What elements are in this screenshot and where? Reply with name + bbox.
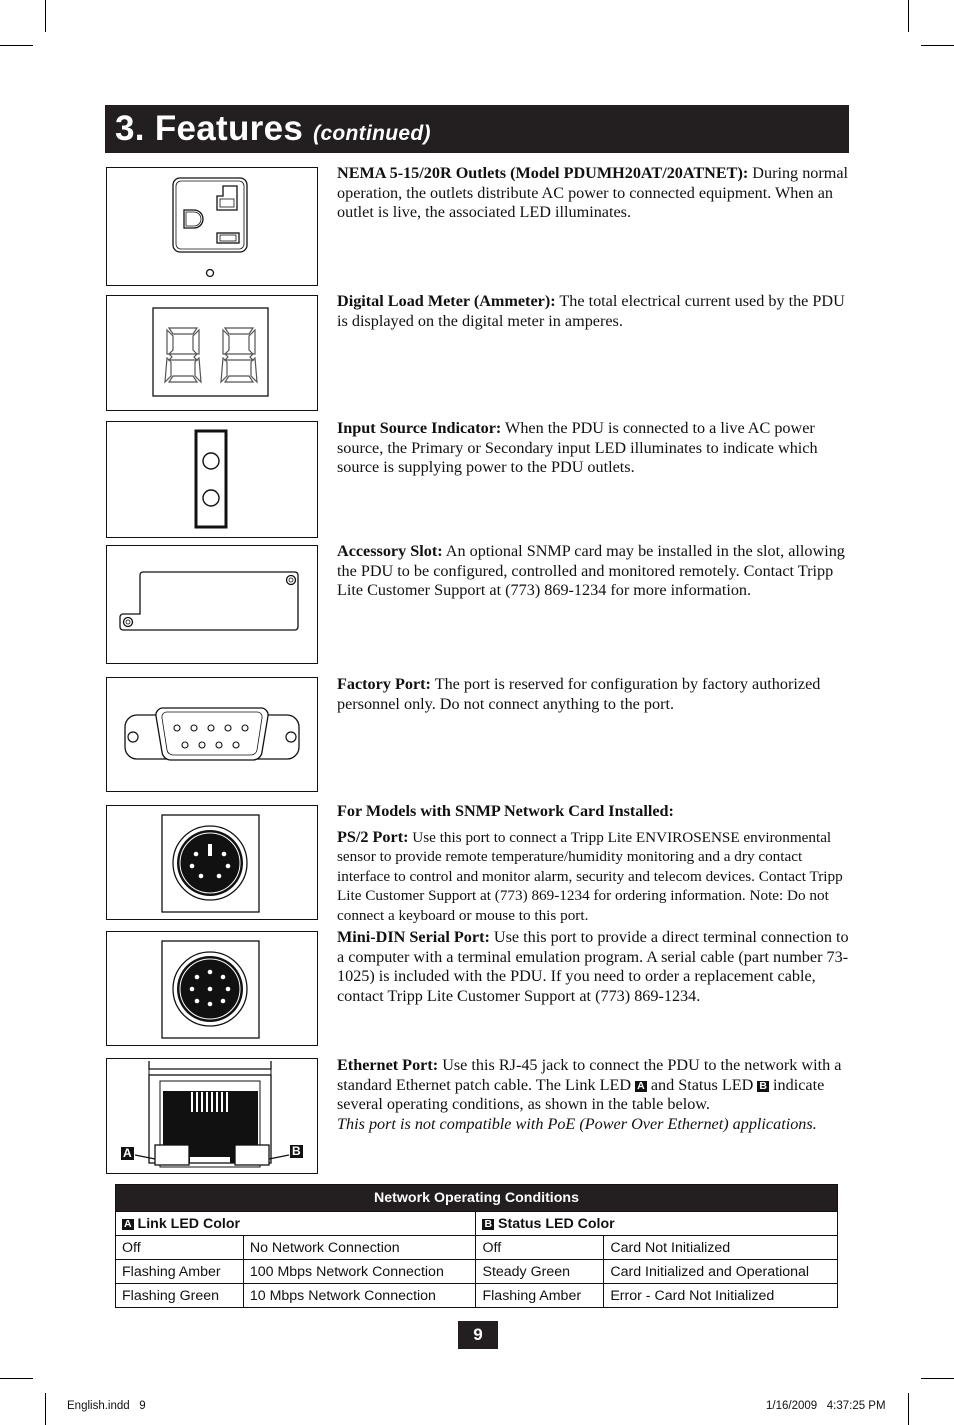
feature-title: Factory Port: (337, 675, 431, 693)
input-indicator-figure (106, 421, 318, 538)
digital-meter-icon (107, 296, 317, 409)
table-cell: Card Not Initialized (604, 1236, 838, 1260)
outlet-figure (106, 167, 318, 286)
table-row (116, 1284, 838, 1308)
feature-title: NEMA 5-15/20R Outlets (Model PDUMH20AT/20ATNET): (337, 164, 749, 182)
ethernet-figure (106, 1058, 318, 1174)
crop-mark (45, 0, 46, 32)
page-number: 9 (458, 1321, 498, 1349)
feature-text: Use this port to provide a direct terminal connection to a computer with a terminal emulation program. A serial cable (part number 73-1025) is included with the PDU. If you need to order a replacement cable, contact Tripp Lite Customer Support at (773) 869-1234. (337, 928, 849, 1005)
outlet-icon (107, 168, 317, 284)
table-group-label: Status LED Color (498, 1215, 615, 1232)
feature-text: When the PDU is connected to a live AC power source, the Primary or Secondary input LED illuminates to indicate which source is supplying power to the PDU outlets. (337, 419, 818, 477)
table-cell: 100 Mbps Network Connection (243, 1260, 476, 1284)
table-title: Network Operating Conditions (116, 1185, 838, 1212)
table-group-status (476, 1212, 838, 1236)
ethernet-port-icon (107, 1059, 317, 1172)
crop-mark (45, 1393, 46, 1425)
feature-outlets (337, 164, 857, 223)
feature-title: Accessory Slot: (337, 542, 443, 560)
db9-port-icon (107, 678, 317, 790)
led-b-label: B (292, 1144, 301, 1158)
table-cell: Flashing Amber (476, 1284, 604, 1308)
feature-title: Ethernet Port: (337, 1056, 439, 1074)
table-row (116, 1236, 838, 1260)
table-cell: Off (476, 1236, 604, 1260)
link-led-badge: A (637, 1079, 645, 1092)
table-cell: Off (116, 1236, 244, 1260)
poe-note: This port is not compatible with PoE (Power Over Ethernet) applications. (337, 1114, 817, 1133)
crop-mark (908, 0, 909, 32)
feature-text: Use this RJ-45 jack to connect the PDU to the network with a standard Ethernet patch cable. The Link LED (337, 1056, 842, 1094)
feature-ethernet-port (337, 1056, 857, 1134)
table-cell: 10 Mbps Network Connection (243, 1284, 476, 1308)
section-subtitle: (continued) (313, 122, 431, 145)
table-cell: Card Initialized and Operational (604, 1260, 838, 1284)
led-a-label: A (123, 1146, 132, 1160)
feature-text: and Status LED (646, 1075, 758, 1094)
slug-file: English.indd 9 (67, 1400, 146, 1412)
crop-mark (908, 1393, 909, 1425)
feature-factory-port (337, 675, 857, 714)
ps2-port-figure (106, 805, 318, 920)
slug-timestamp: 1/16/2009 4:37:25 PM (766, 1400, 886, 1412)
feature-ps2-port (337, 802, 857, 926)
crop-mark (921, 45, 954, 46)
table-group-label: Link LED Color (137, 1215, 241, 1232)
feature-text: indicate several operating conditions, as shown in the table below. (337, 1075, 825, 1114)
accessory-slot-figure (106, 545, 318, 664)
factory-port-figure (106, 677, 318, 792)
section-title (115, 109, 431, 149)
feature-accessory-slot (337, 542, 857, 601)
crop-mark (921, 1378, 954, 1379)
ps2-port-icon (107, 806, 317, 918)
table-cell: Flashing Amber (116, 1260, 244, 1284)
link-led-badge: A (124, 1217, 132, 1230)
table-cell: Flashing Green (116, 1284, 244, 1308)
feature-load-meter (337, 292, 857, 331)
table-cell: No Network Connection (243, 1236, 476, 1260)
mini-din-port-icon (107, 932, 317, 1044)
table-row (116, 1260, 838, 1284)
feature-title: PS/2 Port: (337, 827, 409, 846)
feature-text: Use this port to connect a Tripp Lite ENVIROSENSE environmental sensor to provide remote temperature/humidity monitoring and a dry contact interface to control and monitor alarm, security and telecom devices. Contact Tripp Lite Customer Support at (773) 869-1234 for ordering information. Note: Do not connect a keyboard or mouse to this port. (337, 828, 843, 924)
crop-mark (0, 45, 33, 46)
feature-title: Input Source Indicator: (337, 419, 502, 437)
mini-din-figure (106, 931, 318, 1046)
feature-mini-din-port (337, 928, 857, 1006)
feature-text: An optional SNMP card may be installed in the slot, allowing the PDU to be configured, controlled and monitored remotely. Contact Tripp Lite Customer Support at (773) 869-1234 for more information. (337, 542, 845, 600)
feature-input-indicator (337, 419, 857, 478)
feature-title: Mini-DIN Serial Port: (337, 928, 490, 946)
feature-text: During normal operation, the outlets distribute AC power to connected equipment. When an outlet is live, the associated LED illuminates. (337, 164, 849, 222)
section-header (105, 105, 849, 153)
meter-figure (106, 295, 318, 411)
table-group-link (116, 1212, 476, 1236)
feature-text: The total electrical current used by the PDU is displayed on the digital meter in amperes. (337, 292, 845, 330)
feature-title: Digital Load Meter (Ammeter): (337, 292, 556, 310)
status-led-badge: B (759, 1079, 767, 1092)
input-indicator-icon (107, 422, 317, 536)
section-title-text: 3. Features (115, 109, 304, 148)
accessory-slot-icon (107, 546, 317, 662)
feature-text: The port is reserved for configuration by factory authorized personnel only. Do not connect anything to the port. (337, 675, 821, 713)
table-cell: Error - Card Not Initialized (604, 1284, 838, 1308)
status-led-badge: B (484, 1217, 493, 1230)
network-conditions-table (115, 1184, 838, 1308)
snmp-heading: For Models with SNMP Network Card Installed: (337, 802, 674, 820)
table-cell: Steady Green (476, 1260, 604, 1284)
crop-mark (0, 1378, 33, 1379)
